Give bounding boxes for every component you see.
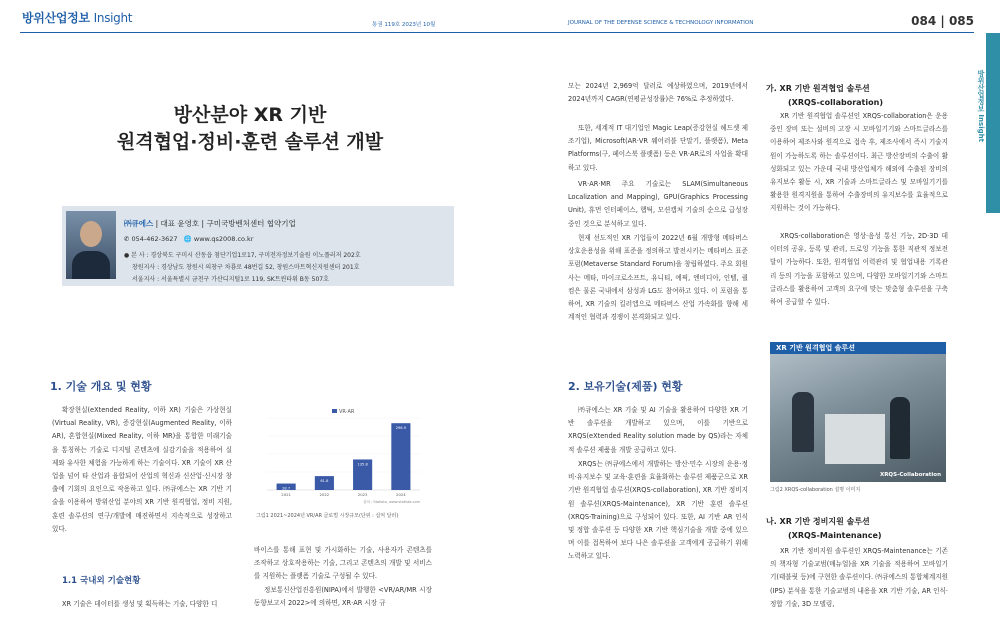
x-tick-label: 2023	[357, 492, 368, 497]
chart-bars	[277, 423, 411, 497]
brand-title: 방위산업정보 Insight	[22, 11, 133, 25]
collaboration-photo	[770, 342, 946, 482]
x-tick-label: 2021	[281, 492, 291, 497]
company-addresses: ● 본 사 : 경상북도 구미시 산동읍 첨단기업1로17, 구미전자정보기술원 이노플러저 202호 창원지사 : 경상남도 창원시 의창구 차룡로 48번길 52, 창원스마트혁신지원센터 201호 서울지사 : 서울특별시 금천구 가산디지털1로 119, SK트윈타워 B동 507호	[124, 252, 361, 283]
side-tab	[986, 33, 1000, 213]
section1-paragraph-3: 바이스를 통해 표현 및 가시화하는 기술, 사용자가 콘텐츠를 조작하고 상호작용하는 기술, 그리고 콘텐츠의 개발 및 서비스를 지원하는 플랫폼 기술로 구성될 수 있다.	[254, 546, 432, 581]
journal-label: JOURNAL OF THE DEFENSE SCIENCE & TECHNOLOGY INFORMATION	[568, 20, 754, 26]
col3-paragraph-1: 모는 2024년 2,969억 달러로 예상하였으며, 2019년에서 2024년까지 CAGR(연평균성장률)은 76%로 추정하였다.	[568, 82, 748, 104]
company-line: ㈜큐에스 | 대표 윤영호 | 구미국방벤처센터 협약기업	[124, 219, 296, 228]
legend-label: VR·AR	[339, 409, 355, 415]
bar-value-label: 61.8	[320, 479, 329, 484]
web-link[interactable]: 🌐 www.qs2008.co.kr	[183, 235, 254, 243]
market-size-chart	[255, 400, 430, 515]
issue-label: 통권 119호 2023년 10월	[372, 22, 436, 28]
chart-caption: 그림1 2021~2024년 VR/AR 글로벌 시장규모(단위 : 십억 달러)	[256, 513, 399, 519]
ga-paragraph-2: XRQS-collaboration은 영상·음성 통신 기능, 2D·3D 데이터의 공유, 등록 및 관리, 드로잉 기능을 통한 직관적 정보전달이 가능하다. 또한, 원격협업 이력관리 및 협업내용 기록관리 등의 기능을 포함하고 있으며, 다양한 모바일기기와 스마트글라스를 활용하여 고객의 요구에 맞는 맞춤형 솔루션을 구축하여 공급할 수 있다.	[770, 232, 948, 307]
section1-heading: 1. 기술 개요 및 현황	[50, 380, 152, 393]
chart-source: 출처 : Statista, www.statista.com	[363, 500, 420, 504]
title-line-1: 방산분야 XR 기반	[173, 104, 327, 126]
section1-paragraph-4: 정보통신산업진흥원(NIPA)에서 발행한 <VR/AR/MR 시장동향보고서 2022>에 의하면, XR·AR 시장 규	[254, 586, 432, 608]
side-label: 방위산업정보 Insight	[977, 70, 985, 142]
col3-paragraph-3: VR·AR·MR 주요 기술로는 SLAM(Simultaneous Localization and Mapping), GPU(Graphics Processing Unit), 휴먼 인터페이스, 햅틱, 모션캡처 기술의 순으로 급성장 중인 것으로 분석하고 있다.	[568, 180, 748, 228]
col3-paragraph-6: XRQS는 ㈜큐에스에서 개발하는 방산·민수 시장의 운용·정비·유지보수 및 교육·훈련을 효율화하는 솔루션 제품군으로 XR 기반 원격협업 솔루션(XRQS-collaboration), XR 기반 정비지원 솔루션(XRQS-Maintenance), XR 기반 훈련 솔루션(XRQS-Training)으로 구성되어 있다. 또한, AI 기반 AR 인식 및 정합 솔루션 등 다양한 XR 기반 핵심기술을 개발 중에 있으며 이를 접목하여 보다 나은 솔루션을 고객에게 공급하기 위해 노력하고 있다.	[568, 460, 748, 561]
legend-swatch	[332, 409, 337, 413]
bar-value-label: 296.9	[395, 426, 407, 431]
phone-text: ✆ 054-462-3627	[124, 235, 178, 243]
company-contact	[124, 235, 253, 243]
figure-caption: 그림2 XRQS-collaboration 설명 이미지	[770, 487, 861, 493]
photo-title: XR 기반 원격협업 솔루션	[770, 342, 946, 354]
section1-paragraph-2: XR 기술은 데이터를 생성 및 획득하는 기술, 다양한 디	[62, 600, 218, 608]
col3-paragraph-2: 또한, 세계적 IT 대기업인 Magic Leap(증강현실 헤드셋 제조기업), Microsoft(AR·VR 웨어러블 단말기, 플랫폼), Meta Platforms(구, 페이스북 플랫폼) 등은 VR·AR로의 사업을 확대하고 있다.	[568, 124, 748, 172]
bar-2024	[391, 423, 410, 490]
na-paragraph-1: XR 기반 정비지원 솔루션인 XRQS-Maintenance는 기존의 책자형 기술교범(매뉴얼)을 XR 기술을 적용하여 모바일기기(태블릿 등)에 구현한 솔루션이다. ㈜큐에스의 통합체계지원(IPS) 분석을 통한 기술교범의 내용을 XR 기반 기술, AR 인식·정합 기술, 3D 모델링,	[770, 547, 948, 608]
bar-value-label: 28.7	[282, 486, 291, 491]
bar-value-label: 135.8	[357, 462, 368, 467]
section1-paragraph: 확장현실(eXtended Reality, 이하 XR) 기술은 가상현실(Virtual Reality, VR), 증강현실(Augmented Reality, 이하 AR), 혼합현실(Mixed Reality, 이하 MR)을 통합한 미래기술을 통칭하는 기술로 디지털 콘텐츠에 실감기술을 적용하여 실제와 유사한 체험을 가능하게 하는 기술이다. XR 기술이 XR 산업을 넘어 타 산업과 융합되어 산업의 혁신과 신산업·신시장 창출에 기회의 요인으로 작용하고 있다. ㈜큐에스는 XR 기반 기술을 이용하여 방위산업 분야의 XR 기반 원격협업, 정비 지원, 훈련 솔루션의 연구/개발에 매진하면서 지속적으로 성장하고 있다.	[52, 406, 232, 533]
col3-paragraph-4: 현재 선도적인 XR 기업들이 2022년 6월 개방형 메타버스 상호운용성을 위해 표준을 정의하고 발전시키는 메타버스 표준포럼(Metaverse Standard Forum)을 창립하였다. 주요 회원사는 메타, 마이크로소프트, 유니티, 에픽, 엔비디아, 인텔, 퀄컴은 물론 국내에서 삼성과 LG도 참여하고 있다. 이 포럼을 통하여, XR 기술의 킬러앱으로 메타버스 산업 가속화를 향해 세계적인 협력과 경쟁이 본격화되고 있다.	[568, 234, 748, 322]
ga-heading: 가. XR 기반 원격협업 솔루션 (XRQS-collaboration)	[766, 84, 883, 107]
col3-paragraph-5: ㈜큐에스는 XR 기술 및 AI 기술을 활용하여 다양한 XR 기반 솔루션을 개발하고 있으며, 이를 기반으로 XRQS(eXtended Reality solution made by QS)라는 자체적 솔루션 제품을 개발 공급하고 있다.	[568, 406, 748, 454]
ga-paragraph-1: XR 기반 원격협업 솔루션인 XRQS-collaboration은 운용 중인 장비 또는 설비의 고장 시 모바일기기와 스마트글라스를 이용하여 제조사와 원격으로 접속 후, 제조사에서 즉시 기술지원이 가능하도록 하는 솔루션이다. 최근 방산장비의 수출이 활성화되고 있는 가운데 국내 방산업체가 해외에 수출된 장비의 유지보수 활동 시, XR 기술과 스마트글라스 및 모바일기기를 활용한 원격지원을 통하여 수출장비의 유지보수를 효율적으로 지원하는 것이 가능하다.	[770, 112, 948, 213]
x-tick-label: 2022	[319, 492, 330, 497]
x-tick-label: 2024	[396, 492, 406, 497]
header-rule	[20, 32, 974, 33]
section2-heading: 2. 보유기술(제품) 현황	[568, 380, 683, 393]
article-title	[60, 102, 440, 156]
na-heading: 나. XR 기반 정비지원 솔루션 (XRQS-Maintenance)	[766, 517, 882, 540]
ceo-photo	[66, 211, 116, 279]
page-number: 084 | 085	[911, 14, 974, 28]
photo-label: XRQS-Collaboration	[879, 472, 941, 478]
title-line-2: 원격협업·정비·훈련 솔루션 개발	[116, 131, 384, 153]
section1-subheading: 1.1 국내외 기술현황	[62, 576, 141, 586]
